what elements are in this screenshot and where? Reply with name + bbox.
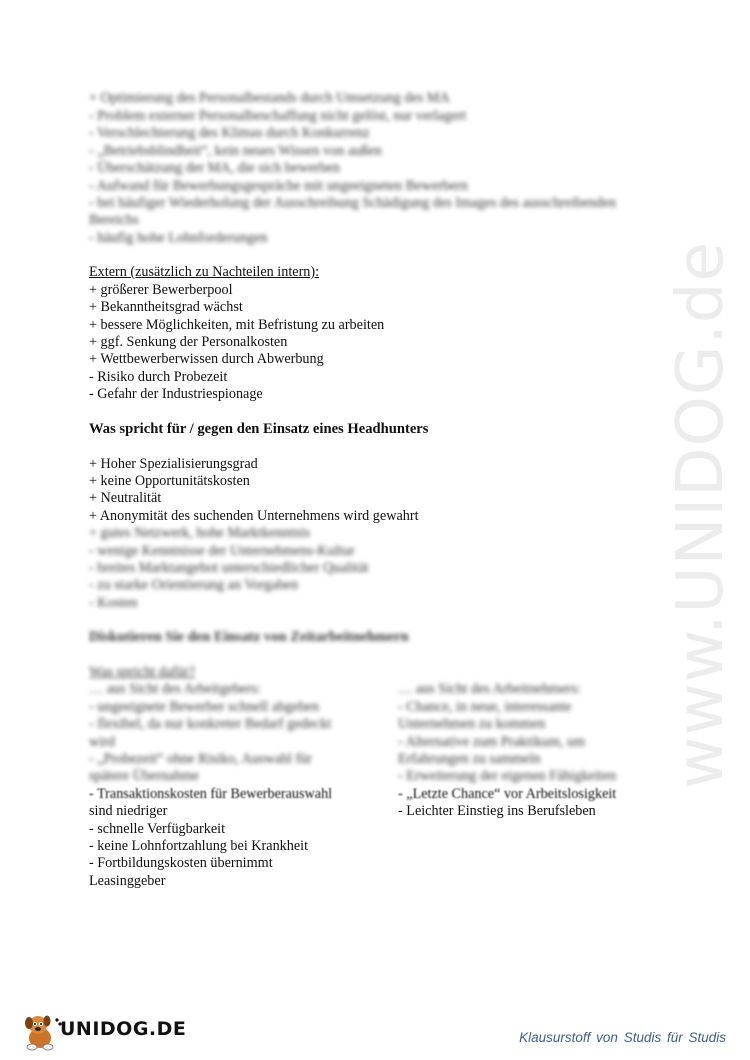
blurred-line: - Aufwand für Bewerbungsgespräche mit ungeeigneten Bewerbern — [89, 178, 468, 194]
list-item: - Gefahr der Industriespionage — [89, 386, 263, 402]
blurred-line: + gutes Netzwerk, hohe Marktkenntnis — [89, 525, 311, 541]
blurred-line: Bereichs — [89, 212, 139, 228]
list-item: Leasinggeber — [89, 873, 166, 889]
footer-tagline: Klausurstoff von Studis für Studis — [519, 1030, 726, 1045]
blurred-line: … aus Sicht des Arbeitnehmers: — [398, 681, 581, 697]
dog-mascot-icon — [22, 1012, 62, 1052]
blurred-line: - Verschlechterung des Klimas durch Konkurrenz — [89, 125, 370, 141]
zeitarbeit-heading: Diskutieren Sie den Einsatz von Zeitarbeitnehmern — [89, 629, 409, 645]
list-item: - Risiko durch Probezeit — [89, 369, 228, 385]
blurred-line: - zu starke Orientierung an Vorgaben — [89, 577, 299, 593]
blurred-line: - breites Marktangebot unterschiedlicher Qualität — [89, 560, 369, 576]
extern-heading: Extern (zusätzlich zu Nachteilen intern): — [89, 264, 320, 280]
blurred-line: - Kosten — [89, 595, 138, 611]
blurred-line: - Chance, in neue, interessante — [398, 699, 572, 715]
blurred-line: Erfahrungen zu sammeln — [398, 751, 541, 767]
blurred-line: - Alternative zum Praktikum, um — [398, 734, 586, 750]
list-item: - keine Lohnfortzahlung bei Krankheit — [89, 838, 309, 854]
blurred-line: spätere Übernahme — [89, 768, 199, 784]
list-item: + Neutralität — [89, 490, 162, 506]
zeitarbeit-subheading: Was spricht dafür? — [89, 664, 196, 680]
blurred-line: - häufig hohe Lohnforderungen — [89, 230, 268, 246]
watermark-text: www.UNIDOG.de — [664, 241, 738, 789]
list-item: + Anonymität des suchenden Unternehmens wird gewahrt — [89, 508, 419, 524]
list-item: - schnelle Verfügbarkeit — [89, 821, 226, 837]
blurred-line: - ungeeignete Bewerber schnell abgeben — [89, 699, 320, 715]
blurred-line: - flexibel, da nur konkreter Bedarf gedeckt — [89, 716, 332, 732]
list-item: + Bekanntheitsgrad wächst — [89, 299, 243, 315]
list-item: + keine Opportunitätskosten — [89, 473, 250, 489]
list-item: + Wettbewerberwissen durch Abwerbung — [89, 351, 324, 367]
list-item: - Transaktionskosten für Bewerberauswahl — [89, 786, 333, 802]
list-item: sind niedriger — [89, 803, 168, 819]
list-item: + größerer Bewerberpool — [89, 282, 233, 298]
list-item: + bessere Möglichkeiten, mit Befristung zu arbeiten — [89, 317, 385, 333]
blurred-line: - Problem externer Personalbeschaffung nicht gelöst, nur verlagert — [89, 108, 467, 124]
blurred-line: - bei häufiger Wiederholung der Ausschreibung Schädigung des Images des ausschreibenden — [89, 195, 617, 211]
blurred-line: + Optimierung des Personalbestands durch Umsetzung des MA — [89, 90, 450, 106]
blurred-line: Unternehmen zu kommen — [398, 716, 546, 732]
watermark — [641, 241, 750, 789]
list-item: + Hoher Spezialisierungsgrad — [89, 456, 258, 472]
list-item: - Leichter Einstieg ins Berufsleben — [398, 803, 596, 819]
list-item: - „Letzte Chance“ vor Arbeitslosigkeit — [398, 786, 617, 802]
blurred-line: - „Probezeit“ ohne Risiko, Auswahl für — [89, 751, 313, 767]
blurred-line: - wenige Kenntnisse der Unternehmens-Kultur — [89, 543, 355, 559]
blurred-line: - „Betriebsblindheit“, kein neues Wissen von außen — [89, 143, 382, 159]
unidog-logo[interactable] — [22, 1012, 187, 1052]
list-item: - Fortbildungskosten übernimmt — [89, 855, 273, 871]
list-item: + ggf. Senkung der Personalkosten — [89, 334, 288, 350]
blurred-line: wird — [89, 734, 116, 750]
blurred-line: - Erweiterung der eigenen Fähigkeiten — [398, 768, 617, 784]
blurred-line: - Überschätzung der MA, die sich bewerben — [89, 160, 340, 176]
blurred-line: … aus Sicht des Arbeitgebers: — [89, 681, 261, 697]
logo-text: UNIDOG.DE — [60, 1018, 187, 1040]
headhunter-heading: Was spricht für / gegen den Einsatz eines Headhunters — [89, 421, 429, 437]
